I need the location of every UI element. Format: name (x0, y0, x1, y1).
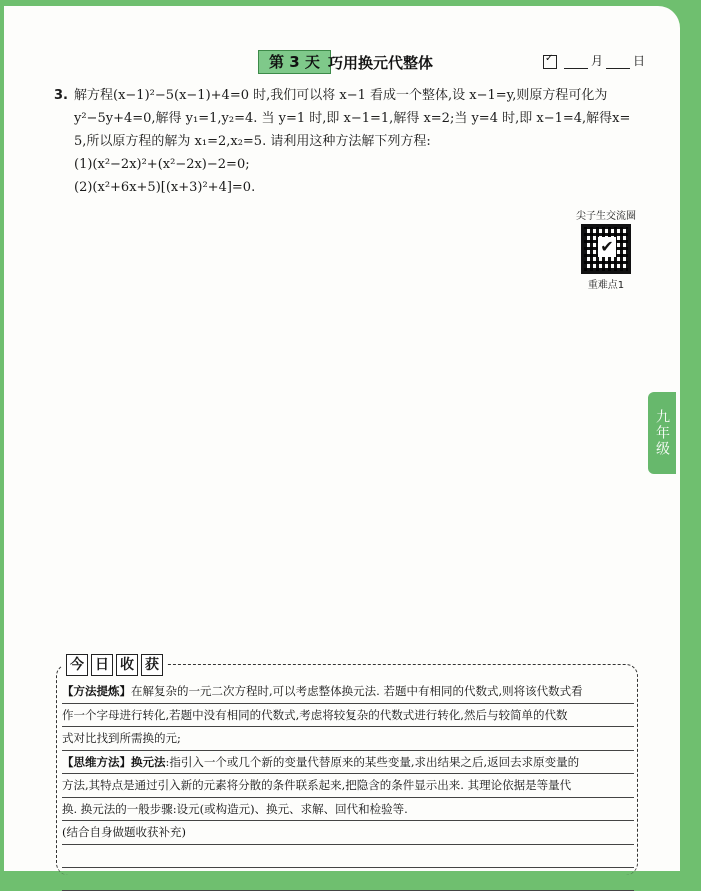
harvest-line: 换. 换元法的一般步骤:设元(或构造元)、换元、求解、回代和检验等. (62, 798, 634, 822)
grade-side-tab: 九年级 (648, 392, 676, 474)
method-tag: 【方法提炼】 (62, 684, 131, 698)
problem-line-2: y²−5y+4=0,解得 y₁=1,y₂=4. 当 y=1 时,即 x−1=1,解得 x=2;当 y=4 时,即 x−1=4,解得x= (74, 111, 631, 126)
qr-code-icon[interactable] (581, 224, 631, 274)
harvest-note-line[interactable]: (结合自身做题收获补充) (62, 821, 634, 845)
problem-line-3: 5,所以原方程的解为 x₁=2,x₂=5. 请利用这种方法解下列方程: (74, 134, 431, 149)
harvest-title (62, 654, 167, 676)
month-blank[interactable] (564, 56, 588, 69)
harvest-line: 式对比找到所需换的元; (62, 727, 634, 751)
check-icon: ✔ (598, 237, 616, 257)
harvest-line: 【思维方法】换元法:指引入一个或几个新的变量代替原来的某些变量,求出结果之后,返回去求原变量的 (62, 751, 634, 775)
harvest-line: 【方法提炼】在解复杂的一元二次方程时,可以考虑整体换元法. 若题中有相同的代数式,则将该代数式看 (62, 680, 634, 704)
thinking-tag: 【思维方法】 (62, 754, 131, 769)
harvest-title-char: 日 (91, 654, 113, 676)
harvest-title-char: 今 (66, 654, 88, 676)
problem-3 (54, 84, 646, 199)
qr-caption-top: 尖子生交流圈 (576, 211, 636, 222)
calendar-check-icon (543, 55, 557, 69)
qr-caption-bottom: 重难点1 (587, 280, 625, 291)
subproblem-1: (1)(x²−2x)²+(x²−2x)−2=0; (74, 157, 250, 172)
problem-number: 3. (54, 88, 68, 103)
harvest-line: 方法,其特点是通过引入新的元素将分散的条件联系起来,把隐含的条件显示出来. 其理论依据是等量代 (62, 774, 634, 798)
harvest-title-char: 收 (116, 654, 138, 676)
subproblem-2: (2)(x²+6x+5)[(x+3)²+4]=0. (74, 180, 256, 195)
harvest-title-char: 获 (141, 654, 163, 676)
day-blank[interactable] (606, 56, 630, 69)
problem-line-1: 解方程(x−1)²−5(x−1)+4=0 时,我们可以将 x−1 看成一个整体,设 x−1=y,则原方程可化为 (74, 88, 608, 103)
harvest-body (62, 680, 634, 891)
harvest-line: 作一个字母进行转化,若题中没有相同的代数式,考虑将较复杂的代数式进行转化,然后与较简单的代数 (62, 704, 634, 728)
day-badge: 第 3 天 (258, 50, 331, 74)
month-label: 月 (591, 54, 604, 68)
page-title: 巧用换元代整体 (328, 54, 434, 72)
qr-block (566, 207, 646, 291)
day-label: 日 (633, 54, 646, 68)
date-field (543, 52, 645, 69)
harvest-blank-line[interactable] (62, 845, 634, 868)
